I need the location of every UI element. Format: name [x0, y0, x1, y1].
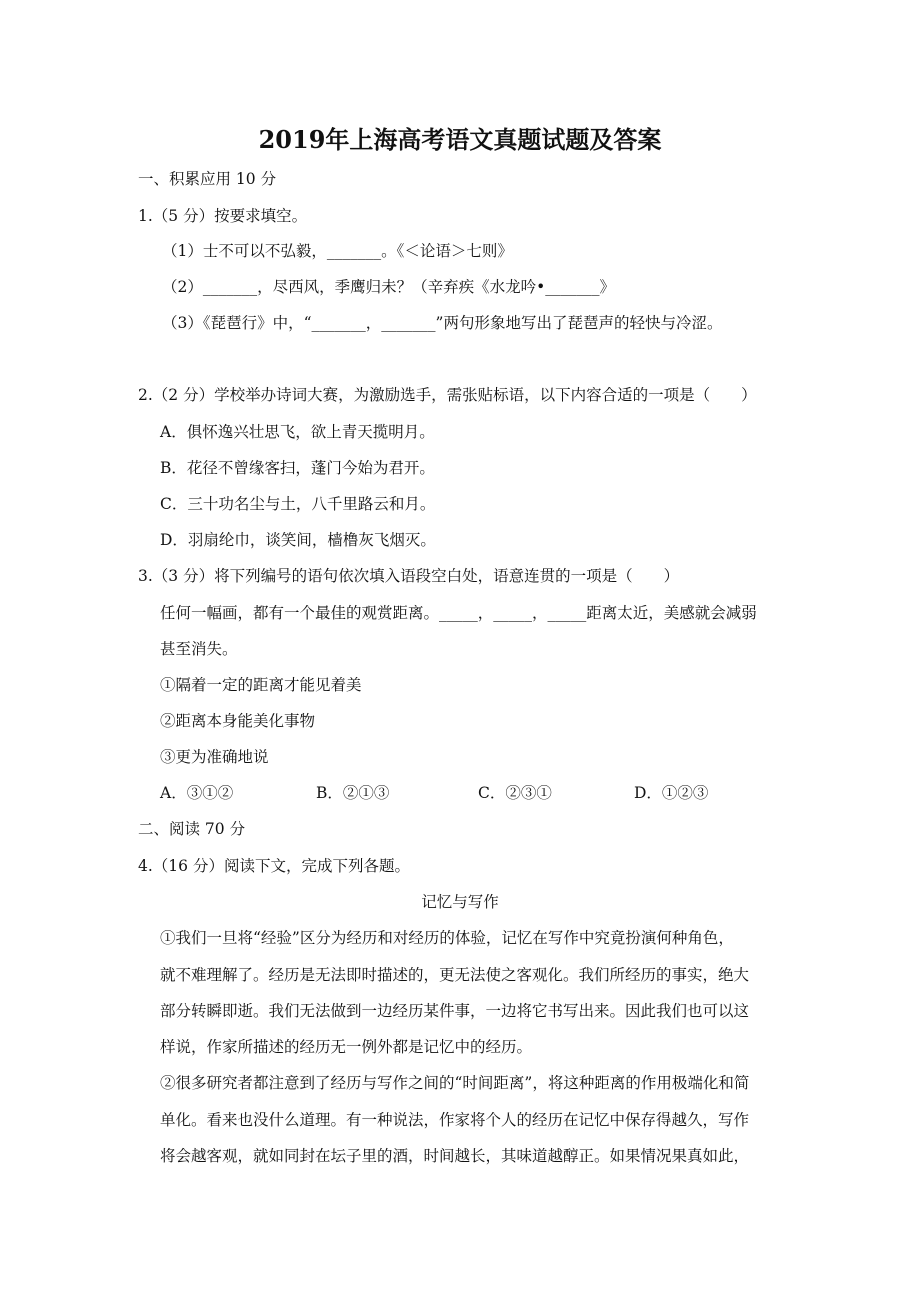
question-3-passage-line-2: 甚至消失。: [160, 640, 238, 658]
question-3-item-3: ③更为准确地说: [160, 748, 269, 766]
question-2-option-d: D．羽扇纶巾，谈笑间，樯橹灰飞烟灭。: [160, 531, 436, 549]
article-line: ①我们一旦将“经验”区分为经历和对经历的体验，记忆在写作中究竟扮演何种角色，: [160, 929, 734, 947]
question-1-line-1: （1）士不可以不弘毅，_______。《＜论语＞七则》: [162, 242, 513, 260]
question-4-stem: 4.（16 分）阅读下文，完成下列各题。: [138, 857, 410, 875]
article-line: 将会越客观，就如同封在坛子里的酒，时间越长，其味道越醇正。如果情况果真如此，: [160, 1147, 750, 1165]
question-3-passage-line-1: 任何一幅画，都有一个最佳的观赏距离。_____，_____，_____距离太近，美感就会减弱: [160, 604, 757, 622]
question-3-item-1: ①隔着一定的距离才能见着美: [160, 676, 362, 694]
question-1-stem: 1.（5 分）按要求填空。: [138, 207, 308, 225]
question-3-stem: 3.（3 分）将下列编号的语句依次填入语段空白处，语意连贯的一项是（ ）: [138, 567, 680, 585]
question-3-option-c: C．②③①: [478, 784, 552, 802]
question-3-item-2: ②距离本身能美化事物: [160, 712, 316, 730]
question-1-line-2: （2）_______，尽西风，季鹰归未？（辛弃疾《水龙吟•_______》: [162, 278, 616, 296]
question-3-options: [0, 783, 920, 803]
question-3-option-b: B．②①③: [316, 784, 390, 802]
article-title: 记忆与写作: [421, 893, 499, 911]
article-line: 部分转瞬即逝。我们无法做到一边经历某件事，一边将它书写出来。因此我们也可以这: [160, 1002, 750, 1020]
question-2-option-a: A．俱怀逸兴壮思飞，欲上青天揽明月。: [160, 423, 435, 441]
question-2-option-c: C．三十功名尘与土，八千里路云和月。: [160, 495, 436, 513]
question-3-option-a: A．③①②: [160, 784, 234, 802]
article-line: 样说，作家所描述的经历无一例外都是记忆中的经历。: [160, 1038, 533, 1056]
section-heading-2: 二、阅读 70 分: [138, 820, 246, 838]
question-2-option-b: B．花径不曾缘客扫，蓬门今始为君开。: [160, 459, 435, 477]
section-heading-1: 一、积累应用 10 分: [138, 170, 277, 188]
question-2-stem: 2.（2 分）学校举办诗词大赛，为激励选手，需张贴标语，以下内容合适的一项是（ ）: [138, 386, 757, 404]
page-title: 2019年上海高考语文真题试题及答案: [258, 125, 662, 154]
question-1-line-3: （3）《琵琶行》中，“_______，_______”两句形象地写出了琵琶声的轻快与冷涩。: [162, 314, 723, 332]
article-line: 单化。看来也没什么道理。有一种说法，作家将个人的经历在记忆中保存得越久，写作: [160, 1111, 750, 1129]
article-line: 就不难理解了。经历是无法即时描述的，更无法使之客观化。我们所经历的事实，绝大: [160, 966, 750, 984]
article-line: ②很多研究者都注意到了经历与写作之间的“时间距离”，将这种距离的作用极端化和简: [160, 1074, 750, 1092]
question-3-option-d: D．①②③: [634, 784, 709, 802]
